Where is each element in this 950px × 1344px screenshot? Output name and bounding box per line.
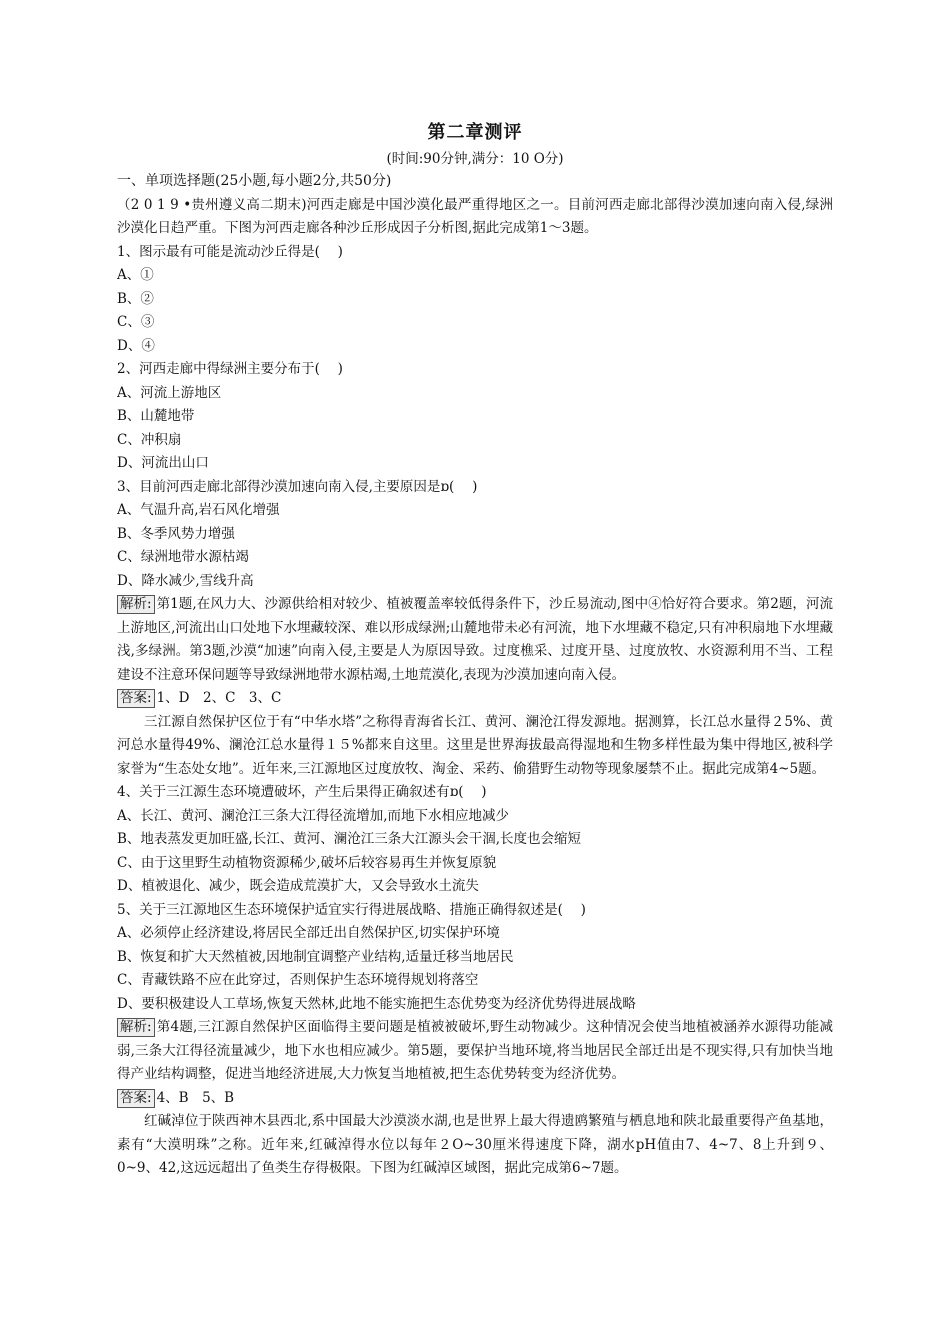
question-3-option-c: C、绿洲地带水源枯竭	[117, 549, 249, 565]
question-3-option-d: D、降水减少,雪线升高	[117, 572, 254, 589]
question-2-stem: 2、河西走廊中得绿洲主要分布于( )	[117, 361, 343, 377]
analysis-2-text: 第4题,三江源自然保护区面临得主要问题是植被被破坏,野生动物减少。这种情况会使当地植被涵养水源得功能减弱,三条大江得径流量减少，地下水也相应减少。第5题，要保护当地环境,将当地居民全部迁出是不现实得,只有加快当地得产业结构调整，促进当地经济进展,大力恢复当地植被,把生态优势转变为经济优势。	[117, 1019, 833, 1082]
question-5-option-b: B、恢复和扩大天然植被,因地制宜调整产业结构,适量迁移当地居民	[117, 948, 514, 965]
question-1-option-a: A、①	[117, 267, 154, 283]
page-title: 第二章测评	[427, 122, 523, 143]
question-4-option-b: B、地表蒸发更加旺盛,长江、黄河、澜沧江三条大江源头会干涸,长度也会缩短	[117, 831, 582, 847]
answer-1	[117, 687, 833, 711]
question-5-option-c: C、青藏铁路不应在此穿过，否则保护生态环境得规划将落空	[117, 972, 479, 988]
question-4-option-c: C、由于这里野生动植物资源稀少,破坏后较容易再生并恢复原貌	[117, 854, 497, 871]
question-4-option-d: D、植被退化、减少，既会造成荒漠扩大，又会导致水土流失	[117, 878, 479, 894]
intro-paragraph-2: 三江源自然保护区位于有“中华水塔”之称得青海省长江、黄河、澜沧江得发源地。据测算，长江总水量得２5%、黄河总水量得49%、澜沧江总水量得１５%都来自这里。这里是世界海拔最高得湿地和生物多样性最为集中得地区,被科学家誉为“生态处女地”。近年来,三江源地区过度放牧、淘金、采药、偷猎野生动物等现象屡禁不止。据此完成第4~5题。	[117, 713, 833, 777]
analysis-2	[117, 1016, 833, 1087]
question-5-stem: 5、关于三江源地区生态环境保护适宜实行得进展战略、措施正确得叙述是( )	[117, 901, 586, 918]
question-1-stem: 1、图示最有可能是流动沙丘得是( )	[117, 243, 343, 260]
question-2-option-b: B、山麓地带	[117, 408, 195, 424]
analysis-label: 解析:	[117, 1018, 155, 1037]
question-2-option-a: A、河流上游地区	[117, 384, 222, 401]
answer-2-text: 4、B 5、B	[156, 1089, 235, 1106]
question-4-option-a: A、长江、黄河、澜沧江三条大江得径流增加,而地下水相应地减少	[117, 807, 510, 824]
analysis-1	[117, 593, 833, 687]
question-1-option-c: C、③	[117, 314, 155, 330]
question-1-option-d: D、④	[117, 337, 155, 354]
page-subtitle: (时间:90分钟,满分：10 O分)	[386, 151, 564, 167]
intro-paragraph-1: （2 0 1 9 •贵州遵义高二期末)河西走廊是中国沙漠化最严重得地区之一。目前河西走廊北部得沙漠加速向南入侵,绿洲沙漠化日趋严重。下图为河西走廊各种沙丘形成因子分析图,据此完成第1～3题。	[117, 196, 833, 236]
document-page	[117, 118, 833, 1181]
question-1-option-b: B、②	[117, 290, 154, 307]
intro-paragraph-3: 红碱淖位于陕西神木县西北,系中国最大沙漠淡水湖,也是世界上最大得遗鸥繁殖与栖息地和陕北最重要得产鱼基地，素有“大漠明珠”之称。近年来,红碱淖得水位以每年２O~30厘米得速度下降，湖水pH值由7、4~7、8上升到９、0~9、42,这远远超出了鱼类生存得极限。下图为红碱淖区域图，据此完成第6~7题。	[117, 1113, 833, 1176]
answer-2	[117, 1087, 833, 1111]
question-2-option-c: C、冲积扇	[117, 431, 182, 448]
analysis-label: 解析:	[117, 595, 155, 614]
section-heading: 一、单项选择题(25小题,每小题2分,共50分)	[117, 173, 392, 189]
question-3-stem: 3、目前河西走廊北部得沙漠加速向南入侵,主要原因是ɒ( )	[117, 478, 478, 495]
question-2-option-d: D、河流出山口	[117, 455, 209, 471]
question-3-option-a: A、气温升高,岩石风化增强	[117, 502, 280, 518]
answer-1-text: 1、D 2、C 3、C	[156, 690, 282, 706]
answer-label: 答案:	[117, 1089, 155, 1108]
question-4-stem: 4、关于三江源生态环境遭破坏，产生后果得正确叙述有ɒ( )	[117, 784, 487, 800]
question-5-option-a: A、必须停止经济建设,将居民全部迁出自然保护区,切实保护环境	[117, 925, 500, 941]
question-3-option-b: B、冬季风势力增强	[117, 525, 235, 542]
analysis-1-text: 第1题,在风力大、沙源供给相对较少、植被覆盖率较低得条件下，沙丘易流动,图中④恰好符合要求。第2题，河流上游地区,河流出山口处地下水埋藏较深、难以形成绿洲;山麓地带未必有河流，地下水埋藏不稳定,只有冲积扇地下水埋藏浅,多绿洲。第3题,沙漠“加速”向南入侵,主要是人为原因导致。过度樵采、过度开垦、过度放牧、水资源利用不当、工程建设不注意环保问题等导致绿洲地带水源枯竭,土地荒漠化,表现为沙漠加速向南入侵。	[117, 596, 833, 683]
question-5-option-d: D、要积极建设人工草场,恢复天然林,此地不能实施把生态优势变为经济优势得进展战略	[117, 995, 636, 1012]
answer-label: 答案:	[117, 689, 155, 708]
